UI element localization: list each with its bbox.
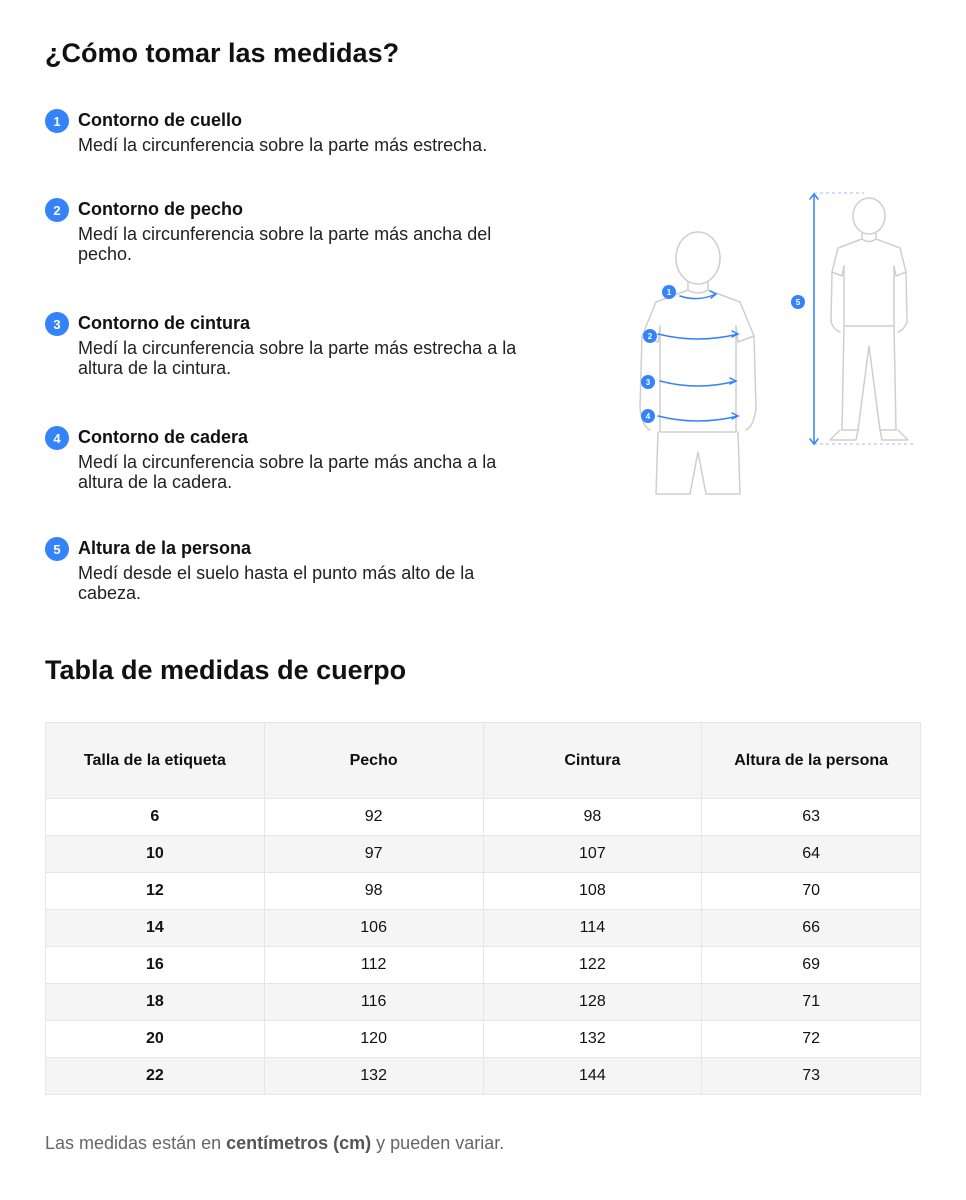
page-title: ¿Cómo tomar las medidas? bbox=[45, 38, 400, 68]
height-cell: 72 bbox=[702, 1021, 921, 1058]
marker-3-label: 3 bbox=[645, 378, 651, 387]
step-description: Medí la circunferencia sobre la parte más estrecha. bbox=[78, 135, 488, 155]
waist-cell: 144 bbox=[483, 1058, 702, 1095]
chest-cell: 97 bbox=[264, 836, 483, 873]
step-number-badge: 5 bbox=[45, 537, 69, 561]
marker-5-label: 5 bbox=[795, 298, 801, 307]
height-cell: 73 bbox=[702, 1058, 921, 1095]
column-header-chest: Pecho bbox=[264, 723, 483, 799]
height-cell: 63 bbox=[702, 799, 921, 836]
table-header-row bbox=[46, 723, 921, 799]
height-cell: 69 bbox=[702, 947, 921, 984]
body-measurement-illustration bbox=[628, 186, 918, 501]
size-cell: 22 bbox=[46, 1058, 265, 1095]
height-cell: 66 bbox=[702, 910, 921, 947]
table-row bbox=[46, 910, 921, 947]
step-number-badge: 1 bbox=[45, 109, 69, 133]
table-title: Tabla de medidas de cuerpo bbox=[45, 655, 407, 685]
chest-cell: 106 bbox=[264, 910, 483, 947]
chest-cell: 132 bbox=[264, 1058, 483, 1095]
step-number-badge: 2 bbox=[45, 198, 69, 222]
chest-cell: 112 bbox=[264, 947, 483, 984]
step-number-badge: 4 bbox=[45, 426, 69, 450]
height-cell: 71 bbox=[702, 984, 921, 1021]
step-title: Contorno de cintura bbox=[78, 313, 250, 333]
step-title: Altura de la persona bbox=[78, 538, 252, 558]
waist-cell: 128 bbox=[483, 984, 702, 1021]
waist-cell: 122 bbox=[483, 947, 702, 984]
units-note-suffix: y pueden variar. bbox=[371, 1133, 505, 1153]
step-title: Contorno de cadera bbox=[78, 427, 249, 447]
step-description: Medí desde el suelo hasta el punto más alto de la cabeza. bbox=[78, 563, 475, 603]
size-cell: 14 bbox=[46, 910, 265, 947]
height-cell: 70 bbox=[702, 873, 921, 910]
figure-tshirt bbox=[642, 290, 754, 432]
table-row bbox=[46, 873, 921, 910]
size-cell: 12 bbox=[46, 873, 265, 910]
step-number-badge: 3 bbox=[45, 312, 69, 336]
size-cell: 10 bbox=[46, 836, 265, 873]
units-note-prefix: Las medidas están en bbox=[45, 1133, 227, 1153]
units-note-unit: centímetros (cm) bbox=[226, 1133, 372, 1153]
size-cell: 20 bbox=[46, 1021, 265, 1058]
step-description: Medí la circunferencia sobre la parte más ancha del pecho. bbox=[78, 224, 492, 264]
table-row bbox=[46, 799, 921, 836]
table-row bbox=[46, 1058, 921, 1095]
step-description: Medí la circunferencia sobre la parte más ancha a la altura de la cadera. bbox=[78, 452, 497, 492]
size-table bbox=[45, 722, 921, 1095]
figure-shorts bbox=[656, 432, 740, 494]
column-header-size: Talla de la etiqueta bbox=[46, 723, 265, 799]
size-cell: 18 bbox=[46, 984, 265, 1021]
column-header-waist: Cintura bbox=[483, 723, 702, 799]
chest-cell: 92 bbox=[264, 799, 483, 836]
figure-side-head bbox=[853, 198, 885, 234]
waist-cell: 98 bbox=[483, 799, 702, 836]
marker-2-label: 2 bbox=[647, 332, 653, 341]
marker-4-label: 4 bbox=[645, 412, 651, 421]
step-title: Contorno de pecho bbox=[78, 199, 243, 219]
height-cell: 64 bbox=[702, 836, 921, 873]
step-description: Medí la circunferencia sobre la parte más estrecha a la altura de la cintura. bbox=[78, 338, 517, 378]
units-note bbox=[45, 1133, 504, 1154]
size-cell: 16 bbox=[46, 947, 265, 984]
table-row bbox=[46, 984, 921, 1021]
waist-cell: 132 bbox=[483, 1021, 702, 1058]
marker-1-label: 1 bbox=[666, 288, 672, 297]
chest-cell: 116 bbox=[264, 984, 483, 1021]
column-header-height: Altura de la persona bbox=[702, 723, 921, 799]
table-row bbox=[46, 1021, 921, 1058]
waist-cell: 114 bbox=[483, 910, 702, 947]
chest-cell: 98 bbox=[264, 873, 483, 910]
chest-cell: 120 bbox=[264, 1021, 483, 1058]
waist-cell: 107 bbox=[483, 836, 702, 873]
waist-cell: 108 bbox=[483, 873, 702, 910]
step-title: Contorno de cuello bbox=[78, 110, 242, 130]
figure-head bbox=[676, 232, 720, 284]
table-row bbox=[46, 947, 921, 984]
table-row bbox=[46, 836, 921, 873]
size-cell: 6 bbox=[46, 799, 265, 836]
